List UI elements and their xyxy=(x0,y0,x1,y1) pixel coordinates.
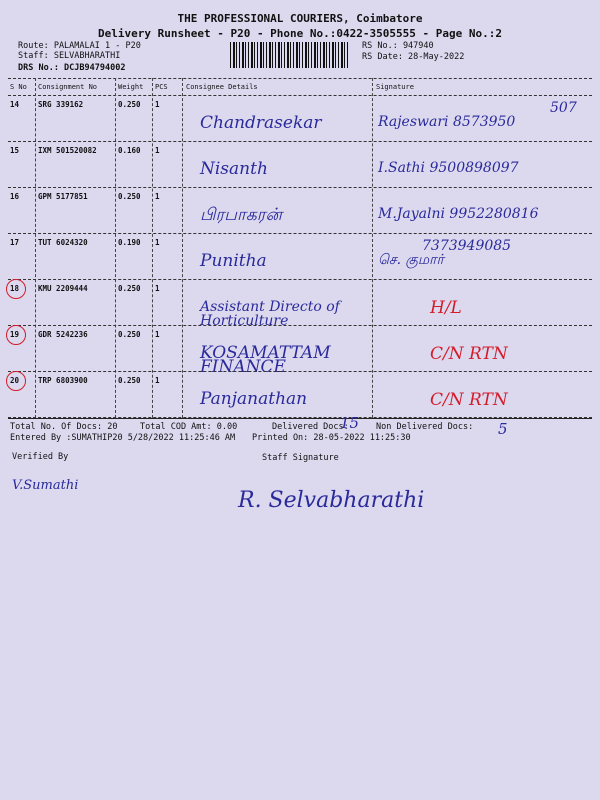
total-docs: Total No. Of Docs: 20 xyxy=(10,422,118,432)
recipient-signature: செ. குமார் xyxy=(378,252,444,268)
delivered-docs-label: Delivered Docs: xyxy=(272,422,349,432)
verified-signature: V.Sumathi xyxy=(12,478,79,493)
cell-pcs: 1 xyxy=(155,100,160,109)
document-title: THE PROFESSIONAL COURIERS, Coimbatore xyxy=(177,12,423,25)
column-header: Consignee Details xyxy=(186,83,258,91)
cell-weight: 0.250 xyxy=(118,284,141,293)
recipient-signature: Rajeswari 8573950 xyxy=(378,114,516,130)
entered-by: Entered By :SUMATHIP20 5/28/2022 11:25:46 AM xyxy=(10,433,236,443)
cell-sno: 17 xyxy=(10,238,20,247)
consignee-name: Nisanth xyxy=(200,159,268,179)
red-circle-mark xyxy=(6,279,26,299)
recipient-signature: H/L xyxy=(430,298,462,318)
cell-consignment: GPM 5177851 xyxy=(38,192,88,201)
rs-date: RS Date: 28-May-2022 xyxy=(362,52,465,62)
signature-note: 7373949085 xyxy=(422,238,512,254)
cell-weight: 0.250 xyxy=(118,376,141,385)
cell-pcs: 1 xyxy=(155,192,160,201)
cell-consignment: SRG 339162 xyxy=(38,100,84,109)
delivered-docs-value: 15 xyxy=(340,414,360,432)
cell-sno: 15 xyxy=(10,146,20,155)
staff-signature-label: Staff Signature xyxy=(262,453,339,463)
total-cod: Total COD Amt: 0.00 xyxy=(140,422,238,432)
cell-sno: 20 xyxy=(10,376,20,385)
consignee-name: Chandrasekar xyxy=(200,113,322,133)
consignee-name: பிரபாகரன் xyxy=(200,205,282,225)
cell-weight: 0.250 xyxy=(118,330,141,339)
consignee-name: Assistant Directo of Horticulture xyxy=(200,299,340,329)
rs-number: RS No.: 947940 xyxy=(362,41,434,51)
recipient-signature: C/N RTN xyxy=(430,390,508,410)
cell-weight: 0.190 xyxy=(118,238,141,247)
recipient-signature: I.Sathi 9500898097 xyxy=(378,160,519,176)
cell-weight: 0.160 xyxy=(118,146,141,155)
staff-label: Staff: SELVABHARATHI xyxy=(18,51,121,61)
cell-sno: 19 xyxy=(10,330,20,339)
cell-pcs: 1 xyxy=(155,376,160,385)
cell-consignment: KMU 2209444 xyxy=(38,284,88,293)
runsheet-subtitle: Delivery Runsheet - P20 - Phone No.:0422-3505555 - Page No.:2 xyxy=(98,27,502,40)
consignee-name: Panjanathan xyxy=(200,389,308,409)
printed-on: Printed On: 28-05-2022 11:25:30 xyxy=(252,433,411,443)
cell-weight: 0.250 xyxy=(118,100,141,109)
column-header: S No xyxy=(10,83,27,91)
drs-label: DRS No.: DCJB94794002 xyxy=(18,63,126,73)
signature-note: 507 xyxy=(550,100,577,116)
cell-sno: 14 xyxy=(10,100,20,109)
red-circle-mark xyxy=(6,371,26,391)
non-delivered-docs-value: 5 xyxy=(498,420,508,438)
cell-consignment: GDR 5242236 xyxy=(38,330,88,339)
verified-by-label: Verified By xyxy=(12,452,69,462)
column-header: Signature xyxy=(376,83,414,91)
recipient-signature: M.Jayalni 9952280816 xyxy=(378,206,539,222)
cell-pcs: 1 xyxy=(155,284,160,293)
cell-consignment: TRP 6803900 xyxy=(38,376,88,385)
staff-signature: R. Selvabharathi xyxy=(238,488,425,513)
consignee-name: KOSAMATTAM FINANCE xyxy=(200,343,331,377)
barcode xyxy=(230,42,348,68)
cell-sno: 18 xyxy=(10,284,20,293)
red-circle-mark xyxy=(6,325,26,345)
column-header: Weight xyxy=(118,83,144,91)
consignee-name: Punitha xyxy=(200,251,267,271)
cell-consignment: IXM 501520082 xyxy=(38,146,97,155)
cell-consignment: TUT 6024320 xyxy=(38,238,88,247)
cell-weight: 0.250 xyxy=(118,192,141,201)
column-header: Consignment No xyxy=(38,83,98,91)
cell-pcs: 1 xyxy=(155,238,160,247)
route-label: Route: PALAMALAI 1 - P20 xyxy=(18,41,141,51)
cell-sno: 16 xyxy=(10,192,20,201)
cell-pcs: 1 xyxy=(155,330,160,339)
cell-pcs: 1 xyxy=(155,146,160,155)
non-delivered-docs-label: Non Delivered Docs: xyxy=(376,422,474,432)
recipient-signature: C/N RTN xyxy=(430,344,508,364)
column-header: PCS xyxy=(155,83,168,91)
